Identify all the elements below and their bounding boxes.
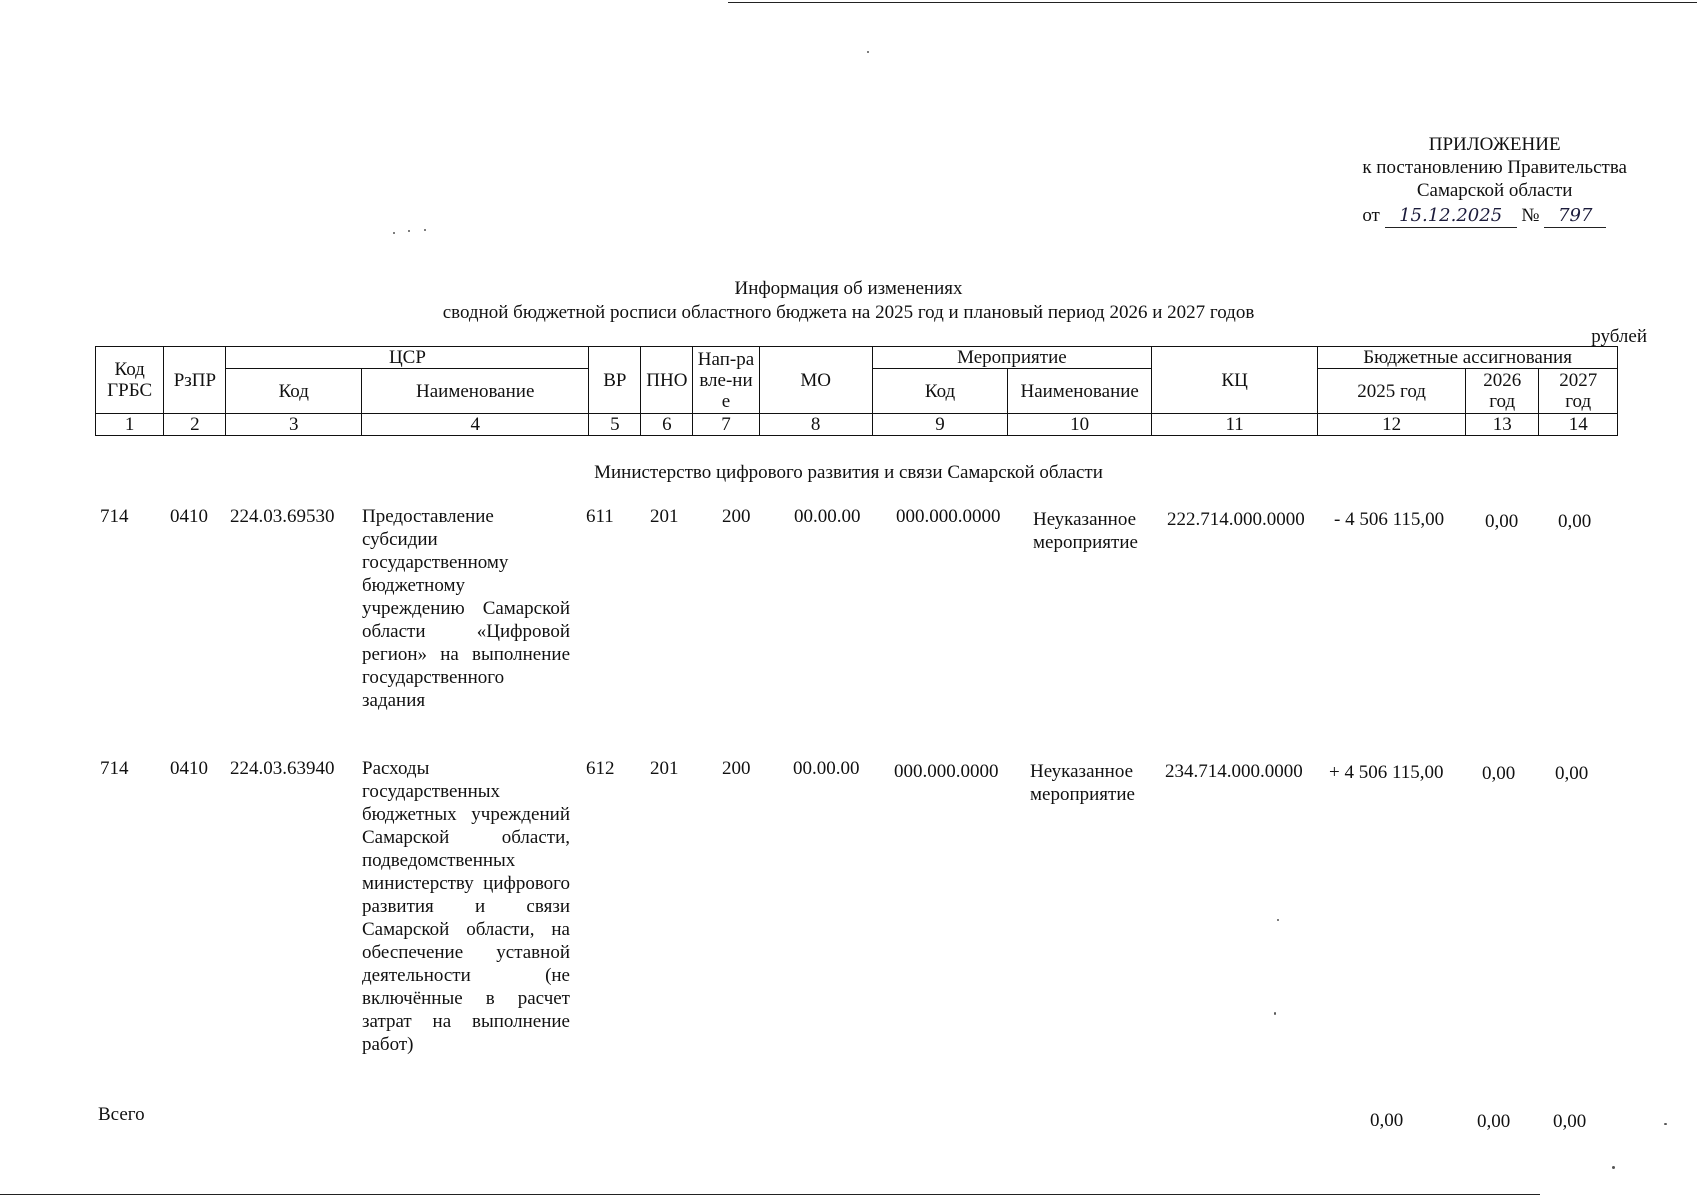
header-napr: Нап-равле-ние <box>693 347 759 414</box>
attachment-title: ПРИЛОЖЕНИЕ <box>1428 134 1561 155</box>
row2-kc: 234.714.000.0000 <box>1165 761 1303 782</box>
row1-meropr-kod: 000.000.0000 <box>896 506 1001 527</box>
row1-2027: 0,00 <box>1558 511 1592 532</box>
col-num-14: 14 <box>1539 414 1618 436</box>
row1-napr: 200 <box>722 506 751 527</box>
header-2025: 2025 год <box>1318 369 1466 414</box>
col-num-4: 4 <box>362 414 589 436</box>
scan-speck <box>393 232 395 234</box>
header-pno: ПНО <box>641 347 693 414</box>
header-mo: МО <box>759 347 872 414</box>
header-kod-grbs: Код ГРБС <box>96 347 164 414</box>
row2-meropr-name: Неуказанное мероприятие <box>1030 761 1135 805</box>
date-prefix: от <box>1362 205 1380 226</box>
scan-speck <box>1612 1166 1615 1169</box>
row2-2027: 0,00 <box>1555 763 1589 784</box>
unit-label: рублей <box>1591 326 1647 347</box>
row2-vr: 612 <box>586 758 615 779</box>
col-num-9: 9 <box>872 414 1008 436</box>
ministry-name: Министерство цифрового развития и связи Самарской области <box>594 462 1103 483</box>
scan-speck <box>867 51 869 53</box>
row1-vr: 611 <box>586 506 614 527</box>
decree-number: 797 <box>1544 204 1606 228</box>
row1-2025: - 4 506 115,00 <box>1334 509 1445 530</box>
header-budget: Бюджетные ассигнования <box>1318 347 1618 369</box>
col-num-12: 12 <box>1318 414 1466 436</box>
row1-pno: 201 <box>650 506 679 527</box>
total-label: Всего <box>98 1104 145 1125</box>
row2-meropr-kod: 000.000.0000 <box>894 761 999 782</box>
total-2026: 0,00 <box>1477 1111 1511 1132</box>
scan-speck <box>424 229 426 231</box>
document-heading <box>0 277 1697 325</box>
row1-rzpr: 0410 <box>170 506 208 527</box>
header-meropr: Мероприятие <box>872 347 1151 369</box>
col-num-8: 8 <box>759 414 872 436</box>
row2-mo: 00.00.00 <box>793 758 860 779</box>
row2-rzpr: 0410 <box>170 758 208 779</box>
row1-name: Предоставление субсидии государственному бюджетному учреждению Самарской области «Цифровой регион» на выполнение государственного задания <box>362 506 570 711</box>
scan-speck <box>1274 1012 1276 1015</box>
col-num-2: 2 <box>164 414 226 436</box>
row2-napr: 200 <box>722 758 751 779</box>
header-csr-name: Наименование <box>362 369 589 414</box>
header-kc: КЦ <box>1152 347 1318 414</box>
row2-2026: 0,00 <box>1482 763 1516 784</box>
top-edge-line <box>728 2 1697 3</box>
header-csr-kod: Код <box>226 369 362 414</box>
attachment-line-1: к постановлению Правительства <box>1362 157 1627 178</box>
col-num-10: 10 <box>1008 414 1152 436</box>
header-2027: 2027 год <box>1539 369 1618 414</box>
row2-pno: 201 <box>650 758 679 779</box>
col-num-7: 7 <box>693 414 759 436</box>
row2-name: Расходы государственных бюджетных учреждений Самарской области, подведомственных министерству цифрового развития и связи Самарской области, на обеспечение уставной деятельности (не включённые в расчет затрат на выполнение работ) <box>362 758 570 1055</box>
row2-csr: 224.03.63940 <box>230 758 335 779</box>
header-table <box>95 346 1618 436</box>
col-num-13: 13 <box>1466 414 1539 436</box>
col-num-6: 6 <box>641 414 693 436</box>
row1-grbs: 714 <box>100 506 129 527</box>
scan-speck <box>408 230 410 232</box>
total-2025: 0,00 <box>1370 1110 1404 1131</box>
heading-line-1: Информация об изменениях <box>734 278 963 299</box>
header-vr: ВР <box>589 347 641 414</box>
col-num-11: 11 <box>1152 414 1318 436</box>
header-2026: 2026 год <box>1466 369 1539 414</box>
scan-speck <box>1664 1123 1667 1125</box>
col-num-5: 5 <box>589 414 641 436</box>
col-num-1: 1 <box>96 414 164 436</box>
header-rzpr: РзПР <box>164 347 226 414</box>
row1-meropr-name: Неуказанное мероприятие <box>1033 509 1138 553</box>
row1-kc: 222.714.000.0000 <box>1167 509 1305 530</box>
col-num-3: 3 <box>226 414 362 436</box>
scan-speck <box>1277 919 1279 921</box>
row1-mo: 00.00.00 <box>794 506 861 527</box>
row1-csr: 224.03.69530 <box>230 506 335 527</box>
decree-date: 15.12.2025 <box>1385 204 1517 228</box>
attachment-date-line <box>1362 204 1627 228</box>
header-meropr-kod: Код <box>872 369 1008 414</box>
number-prefix: № <box>1521 205 1540 226</box>
bottom-edge-line <box>0 1194 1540 1195</box>
attachment-block <box>1362 133 1627 228</box>
row2-grbs: 714 <box>100 758 129 779</box>
row1-2026: 0,00 <box>1485 511 1519 532</box>
row2-2025: + 4 506 115,00 <box>1329 762 1444 783</box>
header-csr: ЦСР <box>226 347 589 369</box>
total-2027: 0,00 <box>1553 1111 1587 1132</box>
attachment-line-2: Самарской области <box>1416 180 1573 201</box>
header-meropr-name: Наименование <box>1008 369 1152 414</box>
heading-line-2: сводной бюджетной росписи областного бюджета на 2025 год и плановый период 2026 и 2027 годов <box>442 302 1255 323</box>
